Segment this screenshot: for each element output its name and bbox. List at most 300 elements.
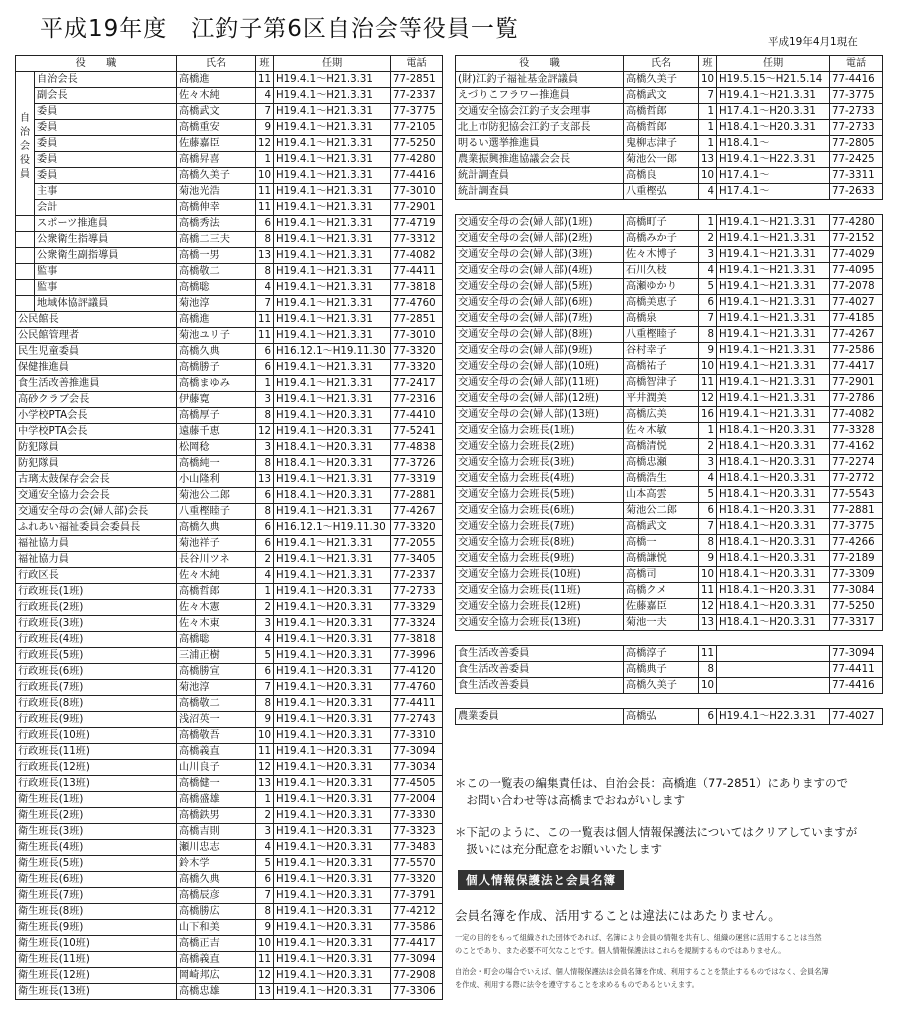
spacer-cell [456, 694, 883, 709]
cell-tel: 77-4417 [830, 359, 883, 375]
cell-tel: 77-4760 [391, 296, 443, 312]
cell-role: 食生活改善委員 [456, 646, 624, 662]
cell-name: 高橋司 [624, 567, 699, 583]
table-row [456, 503, 883, 519]
cell-name: 菊池淳 [177, 296, 256, 312]
cell-role: スポーツ推進員 [35, 216, 177, 232]
cell-tel: 77-4411 [391, 696, 443, 712]
cell-tel: 77-2417 [391, 376, 443, 392]
cell-role: 統計調査員 [456, 168, 624, 184]
table-row [16, 392, 443, 408]
spacer-row [456, 694, 883, 709]
table-row [16, 296, 443, 312]
cell-tel: 77-2152 [830, 231, 883, 247]
cell-name: 高橋吉則 [177, 824, 256, 840]
note-line: お問い合わせ等は高橋までおねがいします [455, 793, 685, 807]
cell-tel: 77-3320 [391, 520, 443, 536]
cell-role: 衛生班長(7班) [16, 888, 177, 904]
cell-role: 交通安全母の会(婦人部)(5班) [456, 279, 624, 295]
cell-term: H18.4.1～H20.3.31 [717, 567, 830, 583]
cell-term: H16.12.1～H19.11.30 [274, 344, 391, 360]
cell-term: H19.4.1～H20.3.31 [274, 728, 391, 744]
table-row [456, 709, 883, 725]
cell-tel: 77-4416 [391, 168, 443, 184]
cell-tel: 77-4719 [391, 216, 443, 232]
cell-role: 委員 [35, 120, 177, 136]
cell-ban: 7 [256, 104, 274, 120]
cell-tel: 77-4280 [391, 152, 443, 168]
cell-name: 高橋一男 [177, 248, 256, 264]
cell-ban: 8 [256, 408, 274, 424]
table-row [16, 952, 443, 968]
cell-tel: 77-3010 [391, 328, 443, 344]
cell-tel: 77-4411 [391, 264, 443, 280]
cell-tel: 77-4266 [830, 535, 883, 551]
table-row [16, 488, 443, 504]
cell-tel: 77-5250 [391, 136, 443, 152]
cell-term: H18.4.1～H20.3.31 [717, 503, 830, 519]
cell-ban: 7 [256, 888, 274, 904]
cell-term: H19.4.1～H21.3.31 [274, 504, 391, 520]
cell-name: 谷村幸子 [624, 343, 699, 359]
cell-name: 菊池公二郎 [177, 488, 256, 504]
cell-role: 交通安全母の会(婦人部)(2班) [456, 231, 624, 247]
cell-name: 高橋久典 [177, 344, 256, 360]
cell-term: H19.4.1～H20.3.31 [274, 632, 391, 648]
cell-term: H19.4.1～H21.3.31 [717, 247, 830, 263]
table-row [16, 872, 443, 888]
cell-ban: 11 [699, 583, 717, 599]
cell-name: 高橋淳子 [624, 646, 699, 662]
cell-ban: 13 [699, 615, 717, 631]
cell-tel: 77-3320 [391, 344, 443, 360]
cell-role: 行政班長(3班) [16, 616, 177, 632]
cell-ban: 11 [256, 952, 274, 968]
cell-role: (財)江釣子福祉基金評議員 [456, 72, 624, 88]
cell-tel: 77-3309 [830, 567, 883, 583]
cell-role: 交通安全母の会(婦人部)会長 [16, 504, 177, 520]
indent-cell [16, 296, 35, 312]
cell-term: H19.4.1～H20.3.31 [274, 968, 391, 984]
cell-ban: 9 [699, 551, 717, 567]
cell-role: 保健推進員 [16, 360, 177, 376]
cell-ban: 11 [699, 646, 717, 662]
cell-term: H19.4.1～H21.3.31 [274, 472, 391, 488]
cell-tel: 77-2004 [391, 792, 443, 808]
cell-name: 高橋敬二 [177, 696, 256, 712]
cell-tel: 77-2078 [830, 279, 883, 295]
cell-name: 浅沼英一 [177, 712, 256, 728]
cell-ban: 6 [256, 488, 274, 504]
cell-term: H19.4.1～H20.3.31 [274, 600, 391, 616]
cell-tel: 77-4416 [830, 678, 883, 694]
cell-role: 交通安全母の会(婦人部)(13班) [456, 407, 624, 423]
cell-term: H19.4.1～H21.3.31 [717, 295, 830, 311]
cell-term: H19.4.1～H20.3.31 [274, 664, 391, 680]
privacy-heading: 個人情報保護法と会員名簿 [458, 870, 624, 890]
cell-tel: 77-3320 [391, 872, 443, 888]
cell-term: H19.4.1～H20.3.31 [274, 680, 391, 696]
cell-name: 高橋広美 [624, 407, 699, 423]
table-row [16, 664, 443, 680]
table-row [456, 567, 883, 583]
cell-name: 高橋厚子 [177, 408, 256, 424]
cell-ban: 8 [256, 456, 274, 472]
cell-role: 統計調査員 [456, 184, 624, 200]
cell-term: H18.4.1～H20.3.31 [717, 583, 830, 599]
cell-ban: 1 [699, 104, 717, 120]
cell-role: 監事 [35, 264, 177, 280]
cell-role: 交通安全協力会班長(11班) [456, 583, 624, 599]
cell-role: 衛生班長(4班) [16, 840, 177, 856]
cell-ban: 11 [256, 200, 274, 216]
cell-name: 高橋町子 [624, 215, 699, 231]
cell-name: 高橋クメ [624, 583, 699, 599]
cell-name: 菊池祥子 [177, 536, 256, 552]
cell-tel: 77-3328 [830, 423, 883, 439]
cell-term: H19.4.1～H21.3.31 [717, 311, 830, 327]
group-label-jichikai [16, 72, 35, 216]
cell-tel: 77-5241 [391, 424, 443, 440]
indent-cell [16, 264, 35, 280]
cell-name: 高橋秀法 [177, 216, 256, 232]
cell-term: H19.4.1～H20.3.31 [274, 824, 391, 840]
table-row [16, 536, 443, 552]
cell-tel: 77-2805 [830, 136, 883, 152]
cell-name: 高橋義直 [177, 952, 256, 968]
table-row [16, 88, 443, 104]
table-row [456, 184, 883, 200]
cell-term: H19.4.1～H21.3.31 [717, 391, 830, 407]
cell-ban: 8 [256, 904, 274, 920]
note-line: ＊この一覧表の編集責任は、自治会長：高橋進（77-2851）にありますので [455, 776, 849, 790]
cell-ban: 13 [256, 776, 274, 792]
table-row [16, 424, 443, 440]
cell-tel: 77-2786 [830, 391, 883, 407]
cell-tel: 77-4082 [830, 407, 883, 423]
cell-term: H18.4.1～H20.3.31 [717, 455, 830, 471]
cell-term: H19.4.1～H21.3.31 [717, 231, 830, 247]
cell-role: 衛生班長(3班) [16, 824, 177, 840]
cell-role: 交通安全協力会会長 [16, 488, 177, 504]
cell-role: 交通安全協力会班長(1班) [456, 423, 624, 439]
cell-role: 明るい選挙推進員 [456, 136, 624, 152]
cell-tel: 77-4027 [830, 709, 883, 725]
cell-ban: 10 [699, 567, 717, 583]
cell-role: 行政班長(2班) [16, 600, 177, 616]
cell-name: 高橋武文 [177, 104, 256, 120]
table-row [456, 279, 883, 295]
table-row [16, 504, 443, 520]
cell-role: 衛生班長(8班) [16, 904, 177, 920]
header-role: 役 職 [16, 56, 177, 72]
cell-ban: 1 [699, 215, 717, 231]
cell-role: 行政班長(11班) [16, 744, 177, 760]
cell-name: 佐々木敏 [624, 423, 699, 439]
cell-role: 農業振興推進協議会会長 [456, 152, 624, 168]
cell-tel: 77-3791 [391, 888, 443, 904]
cell-term [717, 678, 830, 694]
cell-tel: 77-2881 [830, 503, 883, 519]
cell-tel: 77-3775 [391, 104, 443, 120]
table-row [16, 72, 443, 88]
cell-ban: 12 [699, 599, 717, 615]
cell-role: ふれあい福祉委員会委員長 [16, 520, 177, 536]
cell-tel: 77-2337 [391, 568, 443, 584]
cell-ban: 2 [699, 439, 717, 455]
table-row [16, 856, 443, 872]
cell-tel: 77-2733 [830, 120, 883, 136]
cell-term: H19.4.1～H20.3.31 [274, 808, 391, 824]
cell-term: H19.4.1～H21.3.31 [717, 279, 830, 295]
cell-tel: 77-4416 [830, 72, 883, 88]
cell-tel: 77-4838 [391, 440, 443, 456]
note-editor-responsibility [455, 775, 848, 809]
cell-name: 高橋浩生 [624, 471, 699, 487]
cell-term: H19.4.1～H21.3.31 [274, 552, 391, 568]
table-row [456, 423, 883, 439]
cell-term: H19.4.1～H21.3.31 [274, 136, 391, 152]
cell-name: 山本高雲 [624, 487, 699, 503]
cell-role: 民生児童委員 [16, 344, 177, 360]
cell-ban: 13 [699, 152, 717, 168]
table-row [16, 600, 443, 616]
table-row [16, 904, 443, 920]
table-row [16, 152, 443, 168]
cell-tel: 77-2733 [391, 584, 443, 600]
table-row [456, 343, 883, 359]
cell-name: 高橋武文 [624, 519, 699, 535]
cell-term: H19.4.1～H20.3.31 [274, 936, 391, 952]
cell-role: 衛生班長(6班) [16, 872, 177, 888]
cell-tel: 77-3330 [391, 808, 443, 824]
cell-role: 会計 [35, 200, 177, 216]
cell-ban: 3 [699, 455, 717, 471]
cell-ban: 8 [256, 504, 274, 520]
indent-cell [16, 248, 35, 264]
cell-ban: 8 [256, 264, 274, 280]
cell-term: H19.4.1～H20.3.31 [274, 648, 391, 664]
group-label-text: 自治会役員 [19, 113, 31, 180]
cell-role: 衛生班長(11班) [16, 952, 177, 968]
cell-role: 公民館長 [16, 312, 177, 328]
table-row [456, 359, 883, 375]
table-row [16, 696, 443, 712]
table-row [456, 583, 883, 599]
cell-tel: 77-4505 [391, 776, 443, 792]
cell-name: 高橋勝子 [177, 360, 256, 376]
note-line: ＊下記のように、この一覧表は個人情報保護法についてはクリアしていますが [455, 825, 858, 839]
cell-term: H19.5.15～H21.5.14 [717, 72, 830, 88]
cell-tel: 77-3324 [391, 616, 443, 632]
cell-term: H19.4.1～H21.3.31 [274, 184, 391, 200]
cell-ban: 10 [256, 168, 274, 184]
cell-term: H18.4.1～H20.3.31 [717, 439, 830, 455]
cell-role: 交通安全協力会班長(6班) [456, 503, 624, 519]
privacy-text-line: 一定の目的をもって組織された団体であれば、名簿により会員の情報を共有し、組織の運営に活用することは当然 [455, 933, 822, 942]
cell-ban: 9 [256, 920, 274, 936]
cell-role: 福祉協力員 [16, 552, 177, 568]
cell-ban: 10 [256, 936, 274, 952]
cell-tel: 77-4280 [830, 215, 883, 231]
table-row [16, 936, 443, 952]
table-row [16, 344, 443, 360]
cell-name: 高橋健一 [177, 776, 256, 792]
cell-role: 食生活改善委員 [456, 678, 624, 694]
right-header-row [456, 56, 883, 72]
cell-name: 高橋忠瀬 [624, 455, 699, 471]
table-row [16, 616, 443, 632]
cell-term [717, 646, 830, 662]
cell-ban: 10 [699, 168, 717, 184]
cell-name: 小山隆利 [177, 472, 256, 488]
cell-name: 佐々木博子 [624, 247, 699, 263]
cell-ban: 4 [256, 88, 274, 104]
cell-name: 高橋哲郎 [624, 104, 699, 120]
header-ban: 班 [256, 56, 274, 72]
table-row [456, 599, 883, 615]
cell-role: 小学校PTA会長 [16, 408, 177, 424]
cell-ban: 13 [256, 472, 274, 488]
table-row [16, 104, 443, 120]
cell-tel: 77-3319 [391, 472, 443, 488]
table-row [456, 327, 883, 343]
cell-name: 高橋久典 [177, 872, 256, 888]
cell-name: 佐々木純 [177, 88, 256, 104]
indent-cell [16, 232, 35, 248]
cell-ban: 6 [699, 503, 717, 519]
cell-role: 行政班長(5班) [16, 648, 177, 664]
cell-ban: 7 [256, 296, 274, 312]
cell-name: 佐々木純 [177, 568, 256, 584]
cell-name: 高橋久美子 [624, 72, 699, 88]
cell-ban: 1 [256, 376, 274, 392]
cell-tel: 77-3320 [391, 360, 443, 376]
cell-name: 高橋敬二 [177, 264, 256, 280]
cell-tel: 77-2055 [391, 536, 443, 552]
cell-tel: 77-2274 [830, 455, 883, 471]
cell-tel: 77-2189 [830, 551, 883, 567]
cell-name: 山川良子 [177, 760, 256, 776]
cell-name: 高橋聡 [177, 280, 256, 296]
cell-name: 三浦正樹 [177, 648, 256, 664]
cell-tel: 77-3317 [830, 615, 883, 631]
cell-role: 衛生班長(12班) [16, 968, 177, 984]
cell-role: 交通安全協力会班長(9班) [456, 551, 624, 567]
cell-name: 高橋勝広 [177, 904, 256, 920]
cell-name: 八重樫睦子 [177, 504, 256, 520]
cell-term: H19.4.1～H20.3.31 [274, 760, 391, 776]
cell-ban: 6 [699, 295, 717, 311]
cell-role: 交通安全母の会(婦人部)(9班) [456, 343, 624, 359]
cell-role: 交通安全母の会(婦人部)(4班) [456, 263, 624, 279]
cell-term: H18.4.1～H20.3.31 [274, 440, 391, 456]
cell-tel: 77-2425 [830, 152, 883, 168]
table-row [16, 760, 443, 776]
cell-ban: 5 [699, 487, 717, 503]
cell-ban: 6 [256, 664, 274, 680]
right-officer-table [455, 55, 883, 725]
cell-tel: 77-5250 [830, 599, 883, 615]
cell-term: H19.4.1～H21.3.31 [274, 152, 391, 168]
table-row [16, 456, 443, 472]
cell-name: 高橋武文 [624, 88, 699, 104]
cell-term: H19.4.1～H21.3.31 [274, 296, 391, 312]
cell-tel: 77-2633 [830, 184, 883, 200]
cell-term: H17.4.1～ [717, 168, 830, 184]
table-row [456, 152, 883, 168]
cell-role: 衛生班長(5班) [16, 856, 177, 872]
cell-role: 衛生班長(9班) [16, 920, 177, 936]
table-row [16, 360, 443, 376]
cell-term: H19.4.1～H21.3.31 [717, 327, 830, 343]
cell-role: 衛生班長(13班) [16, 984, 177, 1000]
cell-ban: 6 [256, 216, 274, 232]
table-row [16, 552, 443, 568]
cell-ban: 12 [256, 424, 274, 440]
cell-term: H19.4.1～H20.3.31 [274, 696, 391, 712]
cell-ban: 4 [699, 263, 717, 279]
cell-name: 石川久枝 [624, 263, 699, 279]
cell-term: H19.4.1～H21.3.31 [274, 168, 391, 184]
cell-tel: 77-4411 [830, 662, 883, 678]
cell-ban: 12 [256, 968, 274, 984]
cell-role: 高砂クラブ会長 [16, 392, 177, 408]
cell-name: 高橋久美子 [624, 678, 699, 694]
cell-name: 高橋弘 [624, 709, 699, 725]
header-term: 任期 [274, 56, 391, 72]
cell-tel: 77-2901 [830, 375, 883, 391]
cell-role: 交通安全協力会班長(5班) [456, 487, 624, 503]
cell-ban: 11 [256, 184, 274, 200]
cell-tel: 77-3094 [830, 646, 883, 662]
cell-term: H19.4.1～H20.3.31 [274, 712, 391, 728]
table-row [16, 888, 443, 904]
cell-role: 委員 [35, 104, 177, 120]
cell-tel: 77-3010 [391, 184, 443, 200]
cell-name: 高橋まゆみ [177, 376, 256, 392]
cell-tel: 77-5570 [391, 856, 443, 872]
cell-ban: 8 [699, 535, 717, 551]
table-row [16, 376, 443, 392]
cell-tel: 77-3323 [391, 824, 443, 840]
cell-term: H19.4.1～H21.3.31 [274, 200, 391, 216]
cell-ban: 4 [699, 471, 717, 487]
cell-tel: 77-2851 [391, 72, 443, 88]
cell-ban: 3 [256, 392, 274, 408]
cell-tel: 77-2851 [391, 312, 443, 328]
header-term: 任期 [717, 56, 830, 72]
cell-term: H18.4.1～H20.3.31 [717, 471, 830, 487]
cell-name: 高橋祐子 [624, 359, 699, 375]
cell-name: 鈴木学 [177, 856, 256, 872]
cell-ban: 2 [699, 231, 717, 247]
table-row [16, 232, 443, 248]
cell-role: 福祉協力員 [16, 536, 177, 552]
cell-term: H19.4.1～H21.3.31 [717, 263, 830, 279]
cell-ban: 4 [256, 632, 274, 648]
cell-role: 交通安全協力会班長(4班) [456, 471, 624, 487]
cell-ban: 3 [256, 616, 274, 632]
cell-tel: 77-3094 [391, 744, 443, 760]
cell-term: H18.4.1～H20.3.31 [274, 488, 391, 504]
cell-term: H18.4.1～H20.3.31 [717, 535, 830, 551]
cell-role: 行政班長(1班) [16, 584, 177, 600]
cell-term: H19.4.1～H21.3.31 [274, 88, 391, 104]
cell-ban: 1 [699, 423, 717, 439]
table-row [456, 375, 883, 391]
cell-tel: 77-2772 [830, 471, 883, 487]
